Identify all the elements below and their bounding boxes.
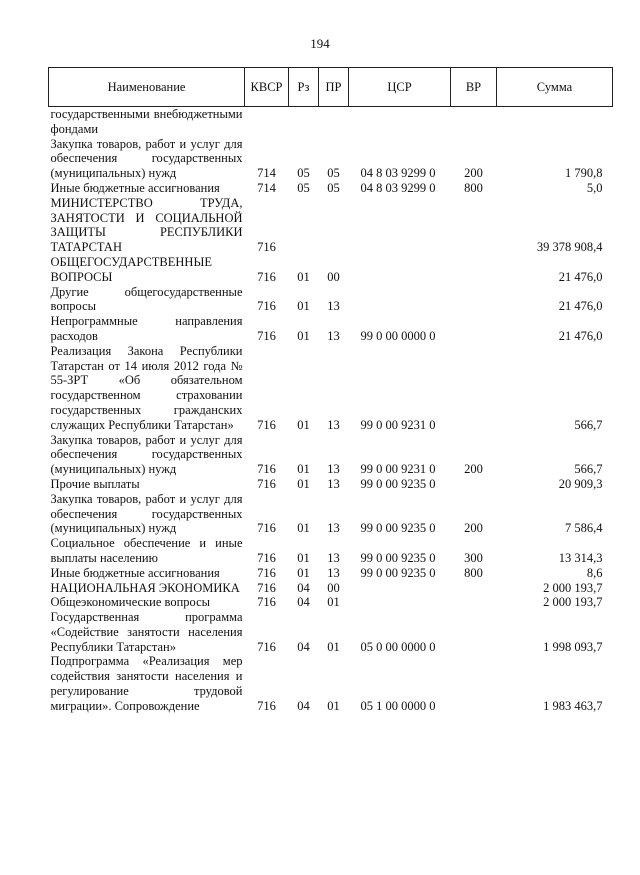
cell-csr xyxy=(349,595,451,610)
cell-pr: 05 xyxy=(327,166,340,181)
cell-pr: 13 xyxy=(327,417,340,432)
table-row xyxy=(49,595,613,610)
cell-name: Прочие выплаты xyxy=(50,476,140,491)
cell-sum: 1 983 463,7 xyxy=(543,698,603,713)
table-row xyxy=(49,492,613,536)
cell-rz xyxy=(289,196,319,255)
cell-name: Реализация Закона Республики Татарстан от 14 июля 2012 года № 55-ЗРТ «Об обязательном государственном страховании государственных гражданских служащих Республики Татарстан» xyxy=(50,343,243,432)
cell-pr: 05 xyxy=(327,180,340,195)
cell-kvsr: 716 xyxy=(257,565,276,580)
cell-rz: 01 xyxy=(297,299,310,314)
cell-name: Подпрограмма «Реализация мер содействия занятости населения и регулирование трудовой миграции». Сопровождение xyxy=(50,654,243,713)
cell-vr xyxy=(451,314,497,344)
cell-vr xyxy=(451,654,497,713)
cell-vr: 200 xyxy=(464,521,483,536)
table-row xyxy=(49,181,613,196)
cell-name: Социальное обеспечение и иные выплаты населению xyxy=(50,536,243,565)
cell-sum: 1 998 093,7 xyxy=(543,639,603,654)
cell-kvsr: 716 xyxy=(257,417,276,432)
cell-csr: 99 0 00 9231 0 xyxy=(360,417,436,432)
cell-rz: 04 xyxy=(297,639,310,654)
cell-vr xyxy=(451,107,497,137)
cell-kvsr: 716 xyxy=(257,299,276,314)
cell-pr: 00 xyxy=(327,580,340,595)
cell-name: государственными внебюджетными фондами xyxy=(50,107,243,136)
table-header-row xyxy=(49,68,613,107)
cell-kvsr: 716 xyxy=(257,269,276,284)
cell-vr xyxy=(451,581,497,596)
table-row xyxy=(49,196,613,255)
budget-table xyxy=(48,67,613,714)
cell-name: МИНИСТЕРСТВО ТРУДА, ЗАНЯТОСТИ И СОЦИАЛЬНОЙ ЗАЩИТЫ РЕСПУБЛИКИ ТАТАРСТАН xyxy=(50,195,243,255)
cell-sum: 21 476,0 xyxy=(558,328,603,343)
cell-kvsr: 716 xyxy=(257,698,276,713)
cell-sum: 13 314,3 xyxy=(558,550,603,565)
cell-name: Иные бюджетные ассигнования xyxy=(50,565,220,580)
cell-sum: 2 000 193,7 xyxy=(543,595,603,610)
cell-rz: 04 xyxy=(297,580,310,595)
cell-kvsr: 716 xyxy=(257,240,276,255)
table-row xyxy=(49,107,613,137)
cell-sum: 21 476,0 xyxy=(558,299,603,314)
cell-sum: 2 000 193,7 xyxy=(543,580,603,595)
cell-rz: 01 xyxy=(297,417,310,432)
cell-csr: 99 0 00 9235 0 xyxy=(360,550,436,565)
cell-csr xyxy=(349,255,451,285)
cell-kvsr: 714 xyxy=(257,166,276,181)
cell-kvsr: 716 xyxy=(257,639,276,654)
cell-sum: 39 378 908,4 xyxy=(536,240,603,255)
cell-csr xyxy=(349,107,451,137)
header-vr: ВР xyxy=(451,68,497,107)
cell-rz: 05 xyxy=(297,180,310,195)
table-row xyxy=(49,255,613,285)
cell-vr xyxy=(451,344,497,433)
cell-rz: 04 xyxy=(297,698,310,713)
cell-kvsr: 716 xyxy=(257,462,276,477)
cell-name: Общеэкономические вопросы xyxy=(50,595,211,610)
cell-name: ОБЩЕГОСУДАРСТВЕННЫЕ ВОПРОСЫ xyxy=(50,254,212,284)
cell-csr: 05 1 00 0000 0 xyxy=(360,698,436,713)
cell-name: Другие общегосударственные вопросы xyxy=(50,284,243,314)
cell-sum: 5,0 xyxy=(586,180,603,195)
cell-pr xyxy=(319,196,349,255)
cell-kvsr: 716 xyxy=(257,595,276,610)
cell-rz xyxy=(289,107,319,137)
header-rz: Рз xyxy=(289,68,319,107)
table-row xyxy=(49,344,613,433)
table-row xyxy=(49,654,613,713)
cell-csr: 04 8 03 9299 0 xyxy=(360,166,436,181)
table-row xyxy=(49,536,613,566)
cell-pr: 13 xyxy=(327,462,340,477)
cell-sum: 566,7 xyxy=(574,462,603,477)
cell-pr: 13 xyxy=(327,328,340,343)
table-row xyxy=(49,610,613,654)
header-csr: ЦСР xyxy=(349,68,451,107)
cell-kvsr: 716 xyxy=(257,550,276,565)
cell-sum: 21 476,0 xyxy=(558,269,603,284)
cell-csr: 99 0 00 9231 0 xyxy=(360,462,436,477)
cell-sum: 20 909,3 xyxy=(558,476,603,491)
cell-vr xyxy=(451,610,497,654)
cell-kvsr xyxy=(245,107,289,137)
cell-rz: 04 xyxy=(297,595,310,610)
cell-csr xyxy=(349,581,451,596)
cell-kvsr: 716 xyxy=(257,476,276,491)
cell-vr xyxy=(451,285,497,315)
cell-csr: 99 0 00 9235 0 xyxy=(360,565,436,580)
cell-vr xyxy=(451,196,497,255)
table-row xyxy=(49,137,613,181)
cell-rz: 01 xyxy=(297,521,310,536)
cell-rz: 05 xyxy=(297,166,310,181)
cell-sum: 1 790,8 xyxy=(565,166,603,181)
cell-vr: 200 xyxy=(464,462,483,477)
header-name: Наименование xyxy=(49,68,245,107)
cell-rz: 01 xyxy=(297,476,310,491)
table-row xyxy=(49,477,613,492)
table-row xyxy=(49,433,613,477)
table-row xyxy=(49,581,613,596)
table-row xyxy=(49,314,613,344)
cell-kvsr: 716 xyxy=(257,328,276,343)
cell-sum xyxy=(497,107,613,137)
cell-name: Государственная программа «Содействие занятости населения Республики Татарстан» xyxy=(50,610,243,654)
cell-name: Непрограммные направления расходов xyxy=(50,314,243,343)
cell-sum: 566,7 xyxy=(574,417,603,432)
cell-rz: 01 xyxy=(297,550,310,565)
cell-kvsr: 716 xyxy=(257,521,276,536)
cell-rz: 01 xyxy=(297,565,310,580)
cell-pr: 13 xyxy=(327,521,340,536)
cell-csr: 99 0 00 0000 0 xyxy=(360,328,436,343)
cell-name: Закупка товаров, работ и услуг для обеспечения государственных (муниципальных) нужд xyxy=(50,432,243,477)
cell-name: Закупка товаров, работ и услуг для обеспечения государственных (муниципальных) нужд xyxy=(50,491,243,536)
cell-pr xyxy=(319,107,349,137)
cell-rz: 01 xyxy=(297,269,310,284)
cell-csr: 05 0 00 0000 0 xyxy=(360,639,436,654)
cell-csr xyxy=(349,285,451,315)
table-row xyxy=(49,566,613,581)
cell-vr xyxy=(451,595,497,610)
cell-pr: 01 xyxy=(327,639,340,654)
cell-vr: 200 xyxy=(464,166,483,181)
cell-pr: 13 xyxy=(327,550,340,565)
cell-sum: 8,6 xyxy=(586,565,603,580)
cell-name: Иные бюджетные ассигнования xyxy=(50,180,220,195)
cell-csr: 99 0 00 9235 0 xyxy=(360,521,436,536)
cell-rz: 01 xyxy=(297,328,310,343)
header-kvsr: КВСР xyxy=(245,68,289,107)
cell-vr: 300 xyxy=(464,550,483,565)
cell-vr xyxy=(451,477,497,492)
cell-csr xyxy=(349,196,451,255)
cell-vr: 800 xyxy=(464,565,483,580)
cell-csr: 99 0 00 9235 0 xyxy=(360,476,436,491)
cell-kvsr: 716 xyxy=(257,580,276,595)
cell-name: Закупка товаров, работ и услуг для обеспечения государственных (муниципальных) нужд xyxy=(50,136,243,181)
header-pr: ПР xyxy=(319,68,349,107)
table-row xyxy=(49,285,613,315)
cell-pr: 13 xyxy=(327,565,340,580)
cell-vr: 800 xyxy=(464,180,483,195)
cell-kvsr: 714 xyxy=(257,180,276,195)
cell-pr: 00 xyxy=(327,269,340,284)
cell-pr: 13 xyxy=(327,476,340,491)
page-number: 194 xyxy=(310,36,330,51)
cell-csr: 04 8 03 9299 0 xyxy=(360,180,436,195)
cell-vr xyxy=(451,255,497,285)
header-sum: Сумма xyxy=(497,68,613,107)
cell-pr: 01 xyxy=(327,595,340,610)
cell-pr: 13 xyxy=(327,299,340,314)
cell-name: НАЦИОНАЛЬНАЯ ЭКОНОМИКА xyxy=(50,580,240,595)
cell-pr: 01 xyxy=(327,698,340,713)
cell-sum: 7 586,4 xyxy=(565,521,603,536)
cell-rz: 01 xyxy=(297,462,310,477)
